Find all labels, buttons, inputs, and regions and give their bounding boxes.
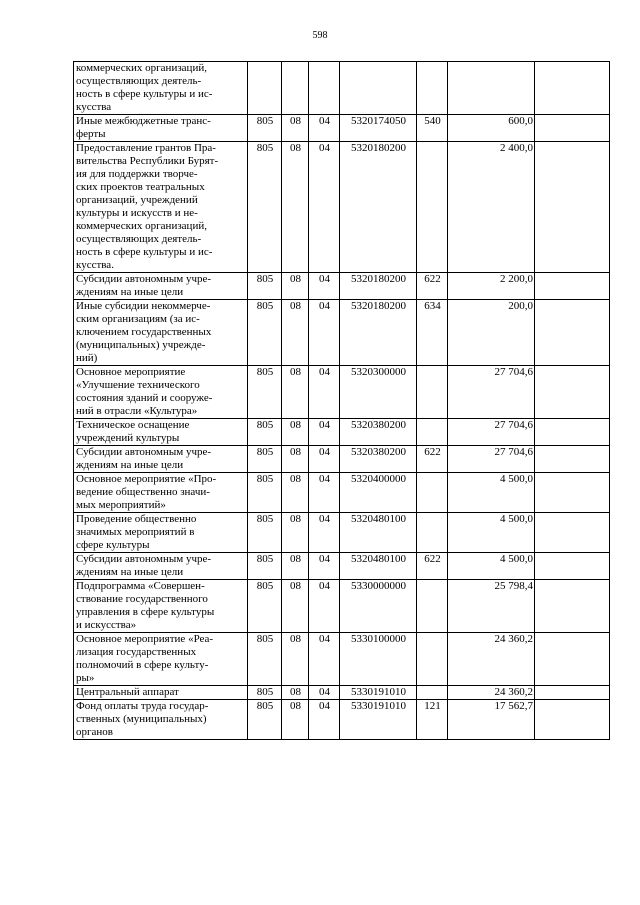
target-article-cell: 5320480100 [340, 513, 417, 553]
item-name-line: ским организациям (за ис- [76, 313, 200, 325]
grbs-code-cell: 805 [248, 300, 282, 366]
subsection-code-cell: 04 [309, 700, 340, 740]
grbs-code-cell: 805 [248, 473, 282, 513]
expense-type-cell [417, 366, 448, 419]
item-name-line: мых мероприятий» [76, 499, 166, 511]
grbs-code-cell: 805 [248, 419, 282, 446]
item-name-line: вительства Республики Бурят- [76, 155, 219, 167]
item-name-cell [74, 366, 248, 419]
item-name-line: управления в сфере культуры [76, 606, 215, 618]
item-name-line: кусства. [76, 259, 114, 271]
item-name-line: Субсидии автономным учре- [76, 553, 212, 565]
item-name-line: кусства [76, 101, 112, 113]
table-row [74, 700, 610, 740]
item-name-line: сфере культуры [76, 539, 150, 551]
empty-cell [535, 446, 610, 473]
item-name-line: ведение общественно значи- [76, 486, 210, 498]
target-article-cell: 5320180200 [340, 300, 417, 366]
item-name-cell [74, 700, 248, 740]
item-name-line: ждениям на иные цели [76, 286, 184, 298]
empty-cell [535, 62, 610, 115]
item-name-cell [74, 446, 248, 473]
section-code-cell: 08 [282, 633, 309, 686]
item-name-cell [74, 62, 248, 115]
item-name-line: Основное мероприятие «Реа- [76, 633, 214, 645]
table-row [74, 446, 610, 473]
section-code-cell: 08 [282, 115, 309, 142]
item-name-line: ствование государственного [76, 593, 208, 605]
item-name-line: ских проектов театральных [76, 181, 205, 193]
item-name-cell [74, 419, 248, 446]
empty-cell [535, 419, 610, 446]
item-name-line: ждениям на иные цели [76, 459, 184, 471]
expense-type-cell [417, 142, 448, 273]
expense-type-cell: 540 [417, 115, 448, 142]
item-name-line: ственных (муниципальных) [76, 713, 207, 725]
item-name-line: учреждений культуры [76, 432, 180, 444]
amount-cell: 24 360,2 [448, 633, 535, 686]
section-code-cell: 08 [282, 142, 309, 273]
item-name-line: коммерческих организаций, [76, 62, 207, 74]
item-name-cell [74, 633, 248, 686]
grbs-code-cell: 805 [248, 142, 282, 273]
section-code-cell: 08 [282, 513, 309, 553]
empty-cell [535, 580, 610, 633]
item-name-line: ность в сфере культуры и ис- [76, 88, 213, 100]
target-article-cell: 5320480100 [340, 553, 417, 580]
item-name-line: Центральный аппарат [76, 686, 179, 698]
target-article-cell: 5320380200 [340, 446, 417, 473]
item-name-line: органов [76, 726, 113, 738]
budget-table [73, 61, 610, 740]
item-name-line: ия для поддержки творче- [76, 168, 198, 180]
amount-cell: 27 704,6 [448, 366, 535, 419]
item-name-line: и искусства» [76, 619, 137, 631]
subsection-code-cell: 04 [309, 553, 340, 580]
table-row [74, 273, 610, 300]
section-code-cell: 08 [282, 419, 309, 446]
table-row [74, 62, 610, 115]
amount-cell: 27 704,6 [448, 446, 535, 473]
target-article-cell: 5330191010 [340, 686, 417, 700]
item-name-line: Субсидии автономным учре- [76, 446, 212, 458]
item-name-line: Фонд оплаты труда государ- [76, 700, 209, 712]
subsection-code-cell: 04 [309, 300, 340, 366]
item-name-line: коммерческих организаций, [76, 220, 207, 232]
expense-type-cell [417, 419, 448, 446]
item-name-line: Основное мероприятие «Про- [76, 473, 217, 485]
subsection-code-cell: 04 [309, 446, 340, 473]
table-row [74, 553, 610, 580]
expense-type-cell: 622 [417, 273, 448, 300]
item-name-line: Проведение общественно [76, 513, 197, 525]
expense-type-cell [417, 473, 448, 513]
item-name-line: ждениям на иные цели [76, 566, 184, 578]
amount-cell: 25 798,4 [448, 580, 535, 633]
item-name-line: Подпрограмма «Совершен- [76, 580, 205, 592]
subsection-code-cell: 04 [309, 473, 340, 513]
subsection-code-cell: 04 [309, 419, 340, 446]
item-name-line: культуры и искусств и не- [76, 207, 198, 219]
section-code-cell: 08 [282, 273, 309, 300]
table-row [74, 300, 610, 366]
item-name-line: организаций, учреждений [76, 194, 198, 206]
item-name-line: Предоставление грантов Пра- [76, 142, 216, 154]
expense-type-cell: 622 [417, 446, 448, 473]
table-row [74, 633, 610, 686]
amount-cell: 600,0 [448, 115, 535, 142]
empty-cell [535, 473, 610, 513]
table-row [74, 513, 610, 553]
grbs-code-cell: 805 [248, 553, 282, 580]
item-name-cell [74, 580, 248, 633]
item-name-line: ность в сфере культуры и ис- [76, 246, 213, 258]
section-code-cell: 08 [282, 580, 309, 633]
grbs-code-cell: 805 [248, 633, 282, 686]
amount-cell: 4 500,0 [448, 473, 535, 513]
amount-cell: 4 500,0 [448, 513, 535, 553]
amount-cell: 24 360,2 [448, 686, 535, 700]
empty-cell [535, 686, 610, 700]
target-article-cell: 5320380200 [340, 419, 417, 446]
item-name-line: Иные межбюджетные транс- [76, 115, 211, 127]
target-article-cell: 5320300000 [340, 366, 417, 419]
subsection-code-cell: 04 [309, 142, 340, 273]
subsection-code-cell: 04 [309, 366, 340, 419]
expense-type-cell [417, 580, 448, 633]
item-name-cell [74, 300, 248, 366]
subsection-code-cell: 04 [309, 513, 340, 553]
section-code-cell: 08 [282, 686, 309, 700]
section-code-cell [282, 62, 309, 115]
expense-type-cell [417, 633, 448, 686]
item-name-cell [74, 273, 248, 300]
grbs-code-cell [248, 62, 282, 115]
grbs-code-cell: 805 [248, 273, 282, 300]
grbs-code-cell: 805 [248, 513, 282, 553]
item-name-line: лизация государственных [76, 646, 197, 658]
empty-cell [535, 300, 610, 366]
section-code-cell: 08 [282, 700, 309, 740]
item-name-cell [74, 513, 248, 553]
item-name-line: значимых мероприятий в [76, 526, 195, 538]
empty-cell [535, 115, 610, 142]
subsection-code-cell: 04 [309, 633, 340, 686]
section-code-cell: 08 [282, 446, 309, 473]
subsection-code-cell: 04 [309, 273, 340, 300]
item-name-line: ний) [76, 352, 98, 364]
page-number: 598 [312, 30, 328, 41]
table-row [74, 115, 610, 142]
expense-type-cell [417, 62, 448, 115]
expense-type-cell: 634 [417, 300, 448, 366]
table-row [74, 580, 610, 633]
target-article-cell: 5330000000 [340, 580, 417, 633]
section-code-cell: 08 [282, 366, 309, 419]
expense-type-cell: 622 [417, 553, 448, 580]
grbs-code-cell: 805 [248, 115, 282, 142]
target-article-cell: 5330191010 [340, 700, 417, 740]
item-name-line: Техническое оснащение [76, 419, 190, 431]
empty-cell [535, 273, 610, 300]
grbs-code-cell: 805 [248, 700, 282, 740]
item-name-line: состояния зданий и сооруже- [76, 392, 213, 404]
item-name-line: ний в отрасли «Культура» [76, 405, 198, 417]
grbs-code-cell: 805 [248, 446, 282, 473]
amount-cell [448, 62, 535, 115]
expense-type-cell [417, 686, 448, 700]
target-article-cell: 5320174050 [340, 115, 417, 142]
grbs-code-cell: 805 [248, 580, 282, 633]
item-name-cell [74, 115, 248, 142]
amount-cell: 2 400,0 [448, 142, 535, 273]
amount-cell: 17 562,7 [448, 700, 535, 740]
subsection-code-cell: 04 [309, 686, 340, 700]
budget-table-body [74, 62, 610, 740]
item-name-cell [74, 553, 248, 580]
empty-cell [535, 513, 610, 553]
grbs-code-cell: 805 [248, 686, 282, 700]
empty-cell [535, 633, 610, 686]
empty-cell [535, 700, 610, 740]
grbs-code-cell: 805 [248, 366, 282, 419]
table-row [74, 142, 610, 273]
item-name-line: ры» [76, 672, 95, 684]
amount-cell: 4 500,0 [448, 553, 535, 580]
item-name-line: Основное мероприятие [76, 366, 186, 378]
amount-cell: 27 704,6 [448, 419, 535, 446]
table-row [74, 686, 610, 700]
table-row [74, 419, 610, 446]
item-name-line: Иные субсидии некоммерче- [76, 300, 211, 312]
item-name-line: «Улучшение технического [76, 379, 200, 391]
target-article-cell [340, 62, 417, 115]
target-article-cell: 5320180200 [340, 273, 417, 300]
section-code-cell: 08 [282, 300, 309, 366]
item-name-line: осуществляющих деятель- [76, 75, 202, 87]
item-name-line: полномочий в сфере культу- [76, 659, 209, 671]
amount-cell: 2 200,0 [448, 273, 535, 300]
subsection-code-cell: 04 [309, 115, 340, 142]
subsection-code-cell: 04 [309, 580, 340, 633]
subsection-code-cell [309, 62, 340, 115]
item-name-cell [74, 686, 248, 700]
item-name-line: ферты [76, 128, 106, 140]
amount-cell: 200,0 [448, 300, 535, 366]
target-article-cell: 5320180200 [340, 142, 417, 273]
table-row [74, 366, 610, 419]
section-code-cell: 08 [282, 473, 309, 513]
item-name-cell [74, 142, 248, 273]
expense-type-cell [417, 513, 448, 553]
expense-type-cell: 121 [417, 700, 448, 740]
item-name-line: ключением государственных [76, 326, 212, 338]
target-article-cell: 5320400000 [340, 473, 417, 513]
item-name-cell [74, 473, 248, 513]
item-name-line: (муниципальных) учрежде- [76, 339, 206, 351]
section-code-cell: 08 [282, 553, 309, 580]
item-name-line: Субсидии автономным учре- [76, 273, 212, 285]
table-row [74, 473, 610, 513]
empty-cell [535, 366, 610, 419]
item-name-line: осуществляющих деятель- [76, 233, 202, 245]
target-article-cell: 5330100000 [340, 633, 417, 686]
empty-cell [535, 553, 610, 580]
empty-cell [535, 142, 610, 273]
